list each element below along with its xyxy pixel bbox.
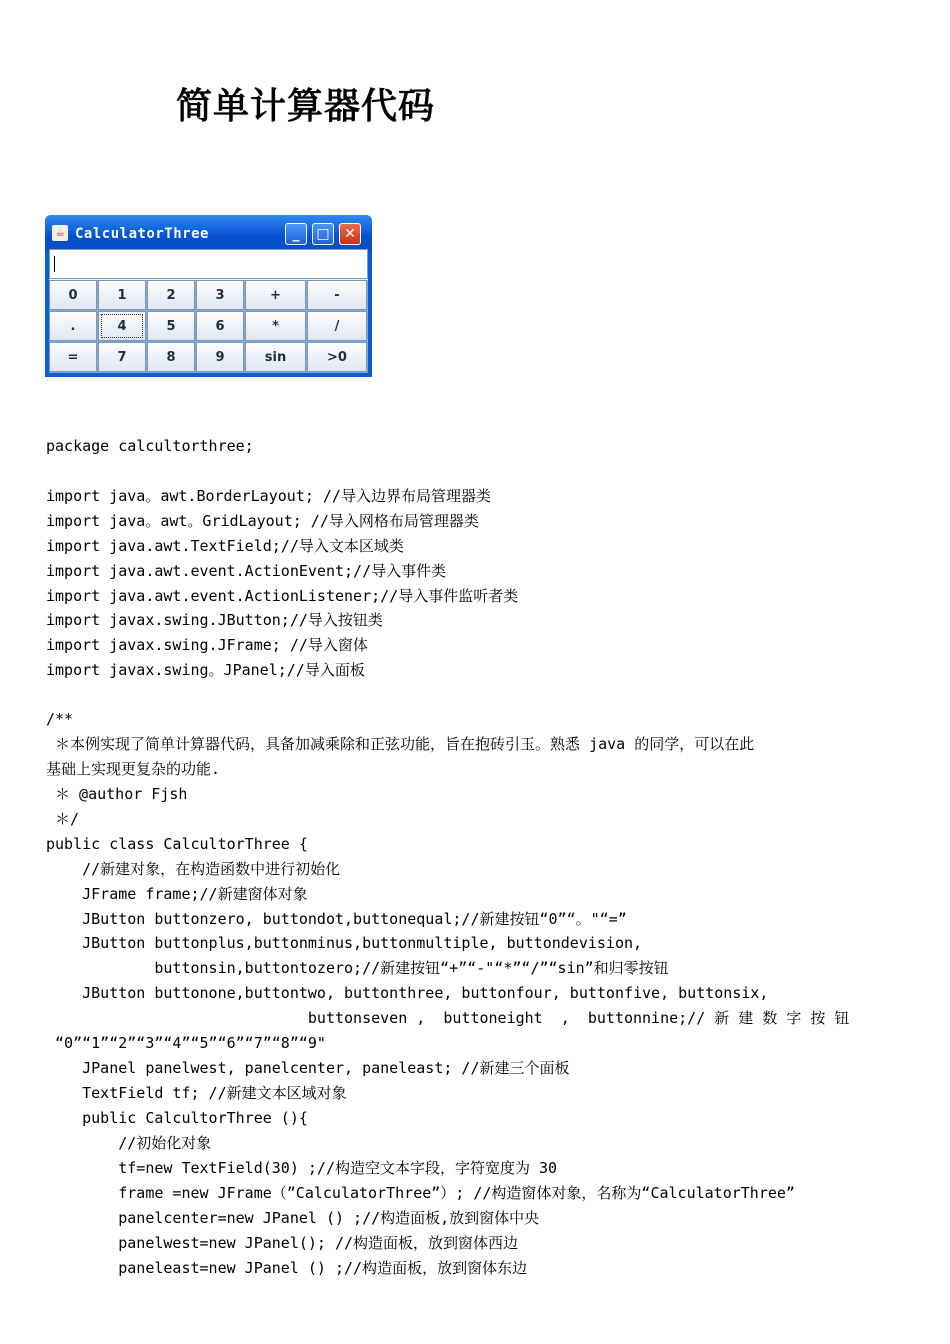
code-line: JButton buttonzero, buttondot,buttonequal;//新建按钮“0”“。"“=” (46, 910, 627, 928)
code-line: JButton buttonplus,buttonminus,buttonmultiple, buttondevision, (46, 934, 643, 952)
key-5[interactable]: 5 (147, 311, 195, 341)
key-divide[interactable]: / (307, 311, 367, 341)
code-line: buttonsin,buttontozero;//新建按钮“+”“-"“*”“/”“sin”和归零按钮 (46, 959, 669, 977)
key-to-zero[interactable]: >0 (307, 342, 367, 372)
key-minus[interactable]: - (307, 280, 367, 310)
calculator-text-field[interactable] (49, 249, 368, 279)
code-line: frame =new JFrame（”CalculatorThree”）; //构造窗体对象，名称为“CalculatorThree” (46, 1184, 795, 1202)
code-line: ＊/ (46, 810, 80, 828)
minimize-icon[interactable]: _ (285, 223, 307, 245)
calculator-keypad (49, 280, 368, 373)
code-line: public CalcultorThree (){ (46, 1109, 308, 1127)
key-7[interactable]: 7 (98, 342, 146, 372)
code-line: import java.awt.event.ActionEvent;//导入事件类 (46, 562, 447, 580)
code-line: //初始化对象 (46, 1134, 212, 1152)
code-line: 基础上实现更复杂的功能. (46, 760, 221, 778)
window-client-area (49, 249, 368, 373)
calculator-window-screenshot (45, 215, 372, 377)
code-line: import java.awt.event.ActionListener;//导入事件监听者类 (46, 587, 519, 605)
key-4[interactable]: 4 (98, 311, 146, 341)
code-line: import java。awt。GridLayout; //导入网格布局管理器类 (46, 512, 479, 530)
code-line: import java。awt.BorderLayout; //导入边界布局管理器类 (46, 487, 491, 505)
key-3[interactable]: 3 (196, 280, 244, 310)
key-8[interactable]: 8 (147, 342, 195, 372)
code-line: /** (46, 710, 74, 728)
window-title: CalculatorThree (75, 226, 209, 242)
code-line: tf=new TextField(30) ;//构造空文本字段，字符宽度为 30 (46, 1159, 558, 1177)
key-sin[interactable]: sin (245, 342, 306, 372)
code-line: import javax.swing.JButton;//导入按钮类 (46, 611, 383, 629)
code-line: ＊ @author Fjsh (46, 785, 188, 803)
key-dot[interactable]: . (49, 311, 97, 341)
java-cup-icon: ☕ (52, 225, 68, 241)
key-multiply[interactable]: * (245, 311, 306, 341)
code-line: “0”“1”“2”“3”“4”“5”“6”“7”“8”“9" (46, 1034, 326, 1052)
key-0[interactable]: 0 (49, 280, 97, 310)
key-1[interactable]: 1 (98, 280, 146, 310)
key-equals[interactable]: = (49, 342, 97, 372)
code-line: JButton buttonone,buttontwo, buttonthree, buttonfour, buttonfive, buttonsix, (46, 984, 769, 1002)
code-line: ＊本例实现了简单计算器代码，具备加减乘除和正弦功能，旨在抱砖引玉。熟悉 java 的同学，可以在此 (46, 735, 755, 753)
key-plus[interactable]: + (245, 280, 306, 310)
window-title-bar (45, 215, 372, 251)
maximize-icon[interactable]: □ (312, 223, 334, 245)
code-line: panelwest=new JPanel(); //构造面板，放到窗体西边 (46, 1234, 519, 1252)
code-line: buttonseven , buttoneight , buttonnine;// 新 建 数 字 按 钮 (46, 1009, 850, 1027)
code-line: paneleast=new JPanel () ;//构造面板，放到窗体东边 (46, 1259, 528, 1277)
code-line: TextField tf; //新建文本区域对象 (46, 1084, 347, 1102)
code-line: import javax.swing.JFrame; //导入窗体 (46, 636, 368, 654)
key-2[interactable]: 2 (147, 280, 195, 310)
code-line: public class CalcultorThree { (46, 835, 308, 853)
code-line: JFrame frame;//新建窗体对象 (46, 885, 308, 903)
code-line: import javax.swing。JPanel;//导入面板 (46, 661, 365, 679)
code-line: package calcultorthree; (46, 437, 254, 455)
text-caret (54, 256, 55, 272)
code-line: JPanel panelwest, panelcenter, paneleast; //新建三个面板 (46, 1059, 570, 1077)
code-line: import java.awt.TextField;//导入文本区域类 (46, 537, 404, 555)
key-6[interactable]: 6 (196, 311, 244, 341)
key-9[interactable]: 9 (196, 342, 244, 372)
code-line: panelcenter=new JPanel () ;//构造面板,放到窗体中央 (46, 1209, 540, 1227)
document-title: 简单计算器代码 (176, 86, 436, 127)
code-line: //新建对象，在构造函数中进行初始化 (46, 860, 341, 878)
close-icon[interactable]: ✕ (339, 223, 361, 245)
